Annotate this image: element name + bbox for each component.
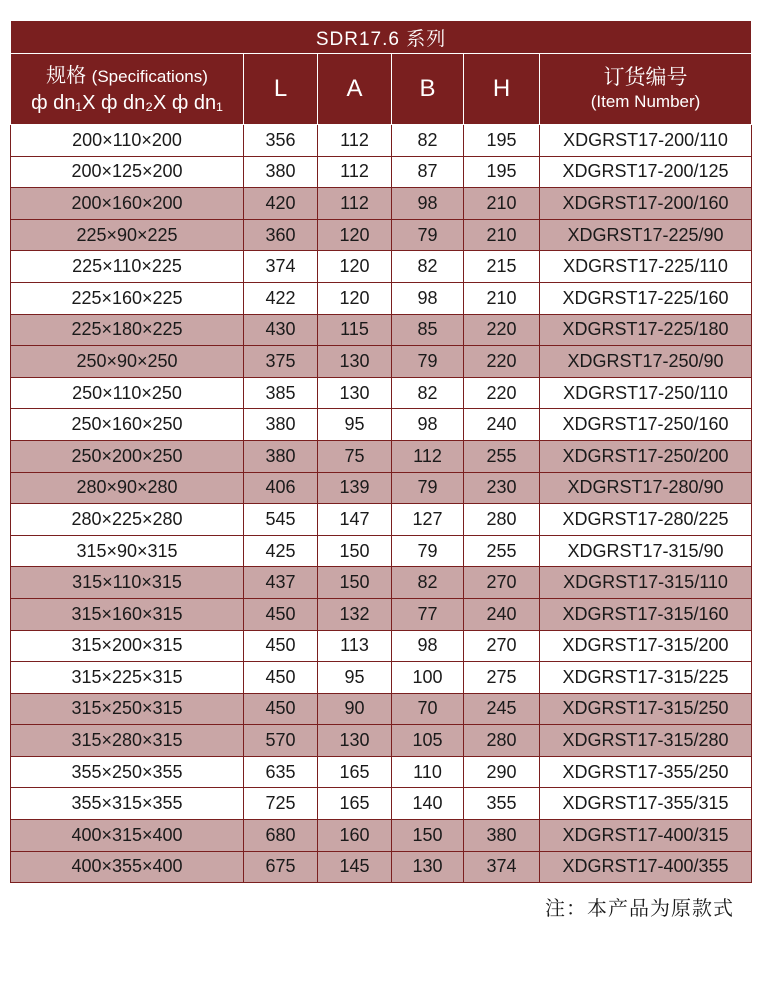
cell-item: XDGRST17-315/90 <box>540 535 752 567</box>
header-spec-cn: 规格 <box>46 64 87 87</box>
table-row <box>11 788 752 820</box>
table-row <box>11 630 752 662</box>
cell-a: 165 <box>318 756 392 788</box>
spec-table-container <box>10 20 751 883</box>
cell-b: 105 <box>392 725 464 757</box>
cell-item: XDGRST17-225/90 <box>540 219 752 251</box>
cell-spec: 280×225×280 <box>11 504 244 536</box>
cell-item: XDGRST17-225/180 <box>540 314 752 346</box>
cell-item: XDGRST17-280/90 <box>540 472 752 504</box>
cell-item: XDGRST17-315/200 <box>540 630 752 662</box>
cell-spec: 315×225×315 <box>11 662 244 694</box>
cell-spec: 200×125×200 <box>11 156 244 188</box>
cell-spec: 315×160×315 <box>11 598 244 630</box>
table-row <box>11 314 752 346</box>
header-item-number <box>540 54 752 125</box>
cell-h: 210 <box>464 188 540 220</box>
cell-item: XDGRST17-225/110 <box>540 251 752 283</box>
cell-h: 210 <box>464 282 540 314</box>
cell-b: 127 <box>392 504 464 536</box>
cell-b: 82 <box>392 377 464 409</box>
cell-a: 150 <box>318 567 392 599</box>
table-row <box>11 219 752 251</box>
cell-spec: 355×315×355 <box>11 788 244 820</box>
cell-a: 150 <box>318 535 392 567</box>
cell-a: 160 <box>318 820 392 852</box>
cell-a: 145 <box>318 851 392 883</box>
cell-h: 275 <box>464 662 540 694</box>
cell-spec: 200×160×200 <box>11 188 244 220</box>
table-row <box>11 282 752 314</box>
cell-a: 120 <box>318 251 392 283</box>
cell-b: 98 <box>392 409 464 441</box>
cell-l: 450 <box>244 598 318 630</box>
cell-h: 210 <box>464 219 540 251</box>
cell-h: 195 <box>464 156 540 188</box>
cell-b: 79 <box>392 219 464 251</box>
cell-spec: 225×110×225 <box>11 251 244 283</box>
cell-b: 112 <box>392 440 464 472</box>
cell-b: 79 <box>392 346 464 378</box>
table-row <box>11 693 752 725</box>
cell-b: 79 <box>392 535 464 567</box>
cell-spec: 250×90×250 <box>11 346 244 378</box>
cell-h: 380 <box>464 820 540 852</box>
table-row <box>11 377 752 409</box>
cell-item: XDGRST17-400/315 <box>540 820 752 852</box>
cell-l: 356 <box>244 125 318 157</box>
cell-b: 70 <box>392 693 464 725</box>
cell-l: 380 <box>244 440 318 472</box>
header-L: L <box>244 54 318 125</box>
table-row <box>11 409 752 441</box>
cell-l: 450 <box>244 693 318 725</box>
table-row <box>11 535 752 567</box>
cell-a: 130 <box>318 346 392 378</box>
cell-b: 87 <box>392 156 464 188</box>
cell-h: 220 <box>464 314 540 346</box>
header-item-cn: 订货编号 <box>603 66 688 89</box>
table-row <box>11 567 752 599</box>
cell-a: 139 <box>318 472 392 504</box>
cell-b: 82 <box>392 251 464 283</box>
table-row <box>11 725 752 757</box>
table-row <box>11 125 752 157</box>
cell-item: XDGRST17-250/200 <box>540 440 752 472</box>
cell-l: 375 <box>244 346 318 378</box>
cell-a: 75 <box>318 440 392 472</box>
cell-a: 113 <box>318 630 392 662</box>
cell-spec: 315×200×315 <box>11 630 244 662</box>
cell-a: 95 <box>318 409 392 441</box>
cell-a: 95 <box>318 662 392 694</box>
cell-spec: 250×200×250 <box>11 440 244 472</box>
cell-spec: 250×110×250 <box>11 377 244 409</box>
table-row <box>11 440 752 472</box>
cell-l: 675 <box>244 851 318 883</box>
header-B: B <box>392 54 464 125</box>
spec-table <box>10 20 752 883</box>
cell-h: 255 <box>464 535 540 567</box>
cell-h: 280 <box>464 725 540 757</box>
cell-spec: 315×110×315 <box>11 567 244 599</box>
cell-l: 450 <box>244 630 318 662</box>
cell-item: XDGRST17-200/160 <box>540 188 752 220</box>
cell-item: XDGRST17-225/160 <box>540 282 752 314</box>
cell-spec: 400×355×400 <box>11 851 244 883</box>
cell-b: 110 <box>392 756 464 788</box>
cell-a: 112 <box>318 125 392 157</box>
table-row <box>11 251 752 283</box>
cell-spec: 225×160×225 <box>11 282 244 314</box>
cell-h: 355 <box>464 788 540 820</box>
table-row <box>11 188 752 220</box>
cell-b: 98 <box>392 282 464 314</box>
cell-item: XDGRST17-315/160 <box>540 598 752 630</box>
cell-a: 115 <box>318 314 392 346</box>
cell-spec: 225×90×225 <box>11 219 244 251</box>
cell-l: 380 <box>244 156 318 188</box>
cell-a: 112 <box>318 188 392 220</box>
cell-spec: 225×180×225 <box>11 314 244 346</box>
cell-b: 100 <box>392 662 464 694</box>
cell-item: XDGRST17-355/315 <box>540 788 752 820</box>
header-A: A <box>318 54 392 125</box>
cell-a: 112 <box>318 156 392 188</box>
cell-item: XDGRST17-315/280 <box>540 725 752 757</box>
header-spec-en: (Specifications) <box>91 66 208 86</box>
cell-l: 725 <box>244 788 318 820</box>
cell-item: XDGRST17-280/225 <box>540 504 752 536</box>
header-specifications <box>11 54 244 125</box>
cell-spec: 315×90×315 <box>11 535 244 567</box>
table-row <box>11 851 752 883</box>
cell-l: 406 <box>244 472 318 504</box>
cell-spec: 280×90×280 <box>11 472 244 504</box>
cell-b: 140 <box>392 788 464 820</box>
cell-l: 374 <box>244 251 318 283</box>
cell-b: 77 <box>392 598 464 630</box>
table-title-row <box>11 21 752 54</box>
cell-h: 374 <box>464 851 540 883</box>
cell-h: 270 <box>464 630 540 662</box>
table-row <box>11 662 752 694</box>
table-row <box>11 820 752 852</box>
cell-l: 360 <box>244 219 318 251</box>
cell-h: 245 <box>464 693 540 725</box>
cell-b: 150 <box>392 820 464 852</box>
cell-item: XDGRST17-250/90 <box>540 346 752 378</box>
column-header-row <box>11 54 752 125</box>
cell-item: XDGRST17-315/225 <box>540 662 752 694</box>
cell-item: XDGRST17-315/250 <box>540 693 752 725</box>
cell-a: 165 <box>318 788 392 820</box>
cell-h: 290 <box>464 756 540 788</box>
cell-b: 79 <box>392 472 464 504</box>
cell-l: 385 <box>244 377 318 409</box>
cell-spec: 355×250×355 <box>11 756 244 788</box>
cell-l: 422 <box>244 282 318 314</box>
cell-b: 82 <box>392 125 464 157</box>
table-row <box>11 756 752 788</box>
cell-b: 130 <box>392 851 464 883</box>
cell-h: 255 <box>464 440 540 472</box>
cell-h: 215 <box>464 251 540 283</box>
cell-l: 420 <box>244 188 318 220</box>
cell-l: 430 <box>244 314 318 346</box>
cell-h: 195 <box>464 125 540 157</box>
cell-h: 270 <box>464 567 540 599</box>
cell-a: 90 <box>318 693 392 725</box>
cell-a: 147 <box>318 504 392 536</box>
cell-l: 450 <box>244 662 318 694</box>
table-row <box>11 346 752 378</box>
cell-l: 380 <box>244 409 318 441</box>
cell-a: 130 <box>318 377 392 409</box>
cell-l: 680 <box>244 820 318 852</box>
cell-h: 280 <box>464 504 540 536</box>
footnote: 注：本产品为原款式 <box>545 898 734 920</box>
cell-item: XDGRST17-200/110 <box>540 125 752 157</box>
cell-b: 98 <box>392 188 464 220</box>
header-item-en: (Item Number) <box>590 92 701 111</box>
cell-l: 545 <box>244 504 318 536</box>
cell-h: 240 <box>464 409 540 441</box>
table-row <box>11 156 752 188</box>
cell-item: XDGRST17-200/125 <box>540 156 752 188</box>
cell-h: 240 <box>464 598 540 630</box>
cell-item: XDGRST17-250/160 <box>540 409 752 441</box>
cell-b: 98 <box>392 630 464 662</box>
cell-item: XDGRST17-400/355 <box>540 851 752 883</box>
header-H: H <box>464 54 540 125</box>
table-body <box>11 125 752 883</box>
cell-spec: 250×160×250 <box>11 409 244 441</box>
cell-a: 132 <box>318 598 392 630</box>
cell-l: 437 <box>244 567 318 599</box>
cell-h: 220 <box>464 346 540 378</box>
cell-h: 230 <box>464 472 540 504</box>
cell-a: 120 <box>318 219 392 251</box>
cell-b: 85 <box>392 314 464 346</box>
cell-a: 120 <box>318 282 392 314</box>
cell-l: 570 <box>244 725 318 757</box>
table-row <box>11 504 752 536</box>
table-title: SDR17.6 系列 <box>11 21 752 54</box>
table-row <box>11 598 752 630</box>
cell-spec: 400×315×400 <box>11 820 244 852</box>
table-row <box>11 472 752 504</box>
cell-a: 130 <box>318 725 392 757</box>
cell-item: XDGRST17-355/250 <box>540 756 752 788</box>
cell-spec: 315×250×315 <box>11 693 244 725</box>
cell-spec: 200×110×200 <box>11 125 244 157</box>
cell-spec: 315×280×315 <box>11 725 244 757</box>
cell-b: 82 <box>392 567 464 599</box>
cell-item: XDGRST17-250/110 <box>540 377 752 409</box>
header-spec-formula: ф dn₁X ф dn₂X ф dn₁ <box>31 91 223 114</box>
cell-item: XDGRST17-315/110 <box>540 567 752 599</box>
cell-h: 220 <box>464 377 540 409</box>
cell-l: 635 <box>244 756 318 788</box>
cell-l: 425 <box>244 535 318 567</box>
